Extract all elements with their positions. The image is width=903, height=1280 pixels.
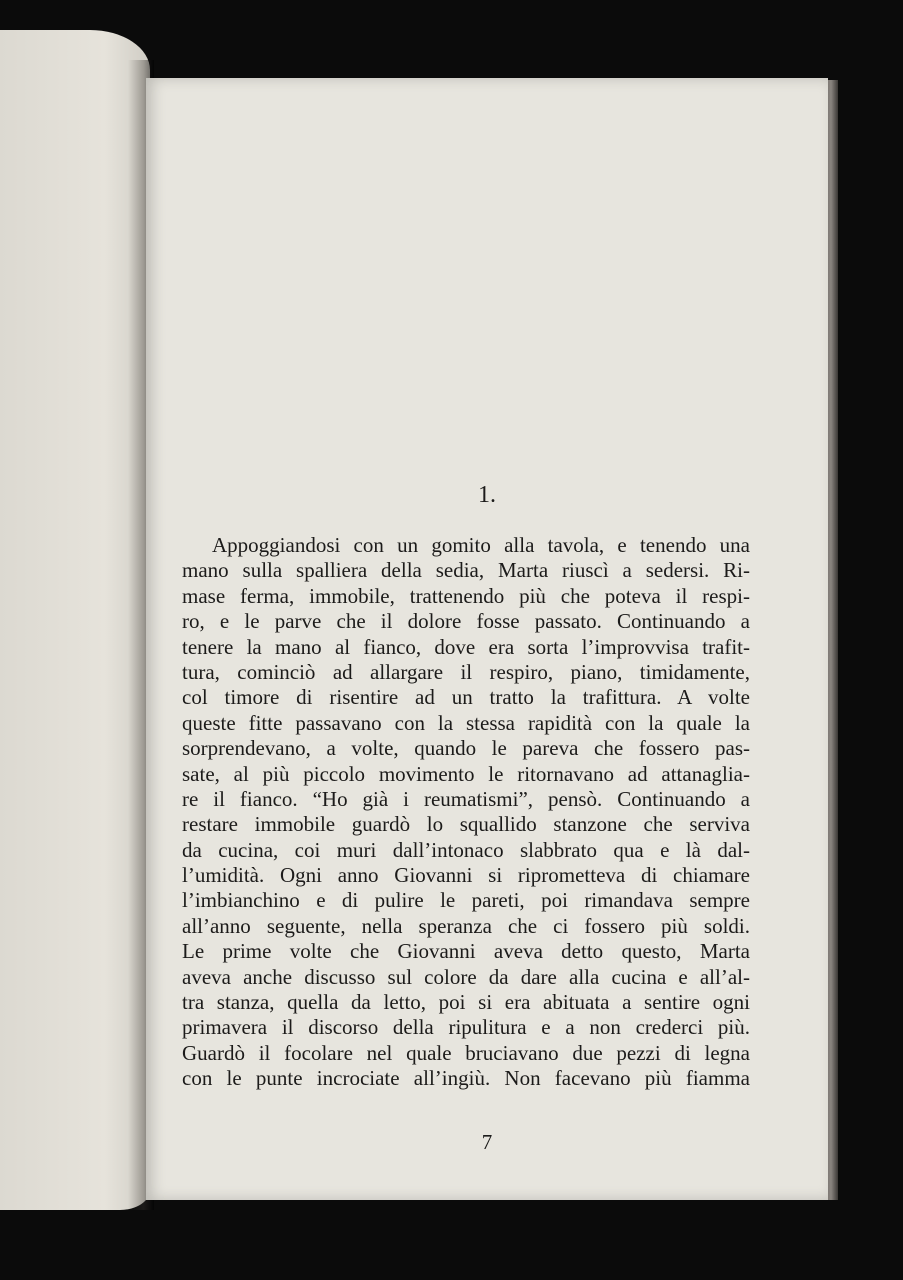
chapter-heading: 1. xyxy=(478,482,496,508)
text-line: restare immobile guardò lo squallido stanzone che serviva xyxy=(182,812,750,837)
text-line: mase ferma, immobile, trattenendo più che poteva il respi- xyxy=(182,583,750,608)
text-line: tra stanza, quella da letto, poi si era abituata a sentire ogni xyxy=(182,990,750,1015)
text-line: sorprendevano, a volte, quando le pareva che fossero pas- xyxy=(182,736,750,761)
text-line: l’imbianchino e di pulire le pareti, poi rimandava sempre xyxy=(182,888,750,913)
text-line: ro, e le parve che il dolore fosse passato. Continuando a xyxy=(182,609,750,634)
text-line: queste fitte passavano con la stessa rapidità con la quale la xyxy=(182,710,750,735)
text-line: tura, cominciò ad allargare il respiro, piano, timidamente, xyxy=(182,659,750,684)
text-line: da cucina, coi muri dall’intonaco slabbrato qua e là dal- xyxy=(182,837,750,862)
text-line: tenere la mano al fianco, dove era sorta l’improvvisa trafit- xyxy=(182,634,750,659)
text-line: primavera il discorso della ripulitura e a non crederci più. xyxy=(182,1015,750,1040)
page-number: 7 xyxy=(481,1130,493,1154)
text-line: con le punte incrociate all’ingiù. Non facevano più fiamma xyxy=(182,1066,750,1091)
text-line: mano sulla spalliera della sedia, Marta riuscì a sedersi. Ri- xyxy=(182,558,750,583)
text-line: all’anno seguente, nella speranza che ci fossero più soldi. xyxy=(182,913,750,938)
book-page xyxy=(146,78,828,1200)
text-line: Le prime volte che Giovanni aveva detto questo, Marta xyxy=(182,939,750,964)
text-line: sate, al più piccolo movimento le ritornavano ad attanaglia- xyxy=(182,761,750,786)
text-line: aveva anche discusso sul colore da dare alla cucina e all’al- xyxy=(182,964,750,989)
text-line: col timore di risentire ad un tratto la trafittura. A volte xyxy=(182,685,750,710)
text-line: l’umidità. Ogni anno Giovanni si riprometteva di chiamare xyxy=(182,863,750,888)
text-line: Guardò il focolare nel quale bruciavano due pezzi di legna xyxy=(182,1040,750,1065)
body-paragraph xyxy=(182,533,750,1092)
text-line: Appoggiandosi con un gomito alla tavola, e tenendo una xyxy=(212,533,750,557)
text-line: re il fianco. “Ho già i reumatismi”, pensò. Continuando a xyxy=(182,786,750,811)
